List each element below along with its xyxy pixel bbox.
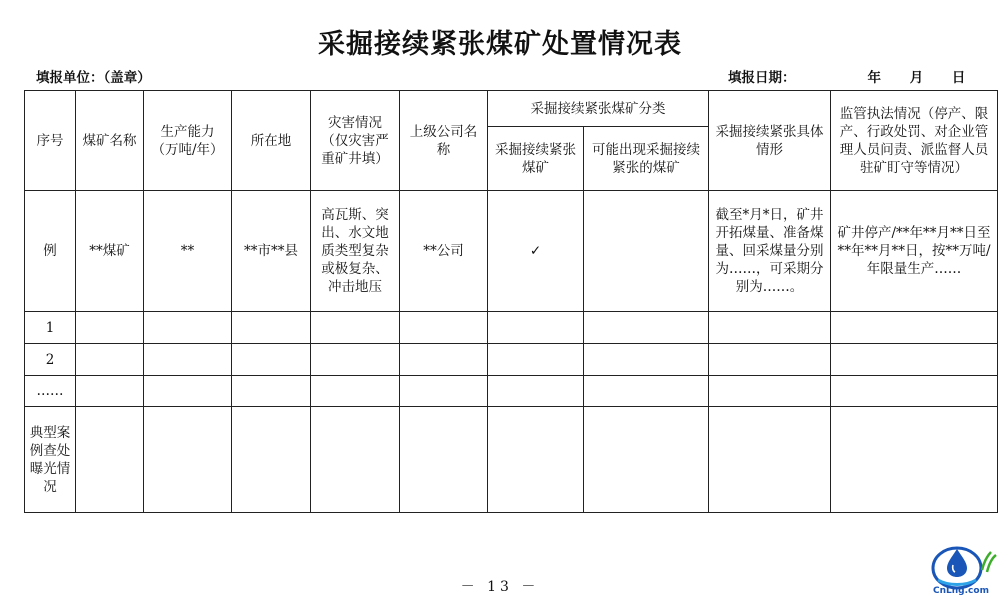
table-cell — [311, 312, 400, 344]
header-seq: 序号 — [25, 91, 76, 191]
row-seq: 1 — [25, 312, 76, 344]
table-cell — [311, 376, 400, 407]
logo-text: CnLng.com — [933, 586, 989, 596]
example-location: **市**县 — [232, 191, 311, 312]
table-cell — [709, 376, 831, 407]
header-tight-details: 采掘接续紧张具体情形 — [709, 91, 831, 191]
table-row — [25, 376, 998, 407]
table-cell — [232, 407, 311, 513]
table-row — [25, 344, 998, 376]
table-cell — [311, 407, 400, 513]
table-cell — [144, 376, 232, 407]
table-cell — [144, 344, 232, 376]
example-class-tight-check: ✓ — [488, 191, 584, 312]
table-cell — [709, 407, 831, 513]
page-number: － 13 － — [460, 579, 540, 595]
example-capacity: ** — [144, 191, 232, 312]
table-cell — [709, 344, 831, 376]
row-seq: 2 — [25, 344, 76, 376]
table-cell — [584, 344, 709, 376]
table-cell — [709, 312, 831, 344]
header-location: 所在地 — [232, 91, 311, 191]
header-capacity: 生产能力（万吨/年） — [144, 91, 232, 191]
table-cell — [144, 312, 232, 344]
table-cell — [584, 376, 709, 407]
table-cell — [400, 407, 488, 513]
example-class-possible — [584, 191, 709, 312]
header-mine-name: 煤矿名称 — [76, 91, 144, 191]
table-cell — [144, 407, 232, 513]
document-title: 采掘接续紧张煤矿处置情况表 — [318, 29, 682, 60]
case-row — [25, 407, 998, 513]
table-cell — [831, 344, 998, 376]
table-cell — [488, 407, 584, 513]
table-cell — [76, 344, 144, 376]
example-tight-details: 截至*月*日，矿井开拓煤量、准备煤量、回采煤量分别为……，可采期分别为……。 — [709, 191, 831, 312]
example-mine-name: **煤矿 — [76, 191, 144, 312]
disposal-table — [24, 90, 998, 513]
example-seq: 例 — [25, 191, 76, 312]
table-cell — [232, 344, 311, 376]
table-cell — [831, 312, 998, 344]
fill-date-label: 填报日期： — [728, 70, 796, 86]
table-cell — [488, 376, 584, 407]
example-enforcement: 矿井停产/**年**月**日至**年**月**日，按**万吨/年限量生产…… — [831, 191, 998, 312]
fill-unit-label: 填报单位：（盖章） — [36, 70, 151, 86]
header-parent-company: 上级公司名称 — [400, 91, 488, 191]
table-cell — [400, 312, 488, 344]
table-row — [25, 312, 998, 344]
table-cell — [831, 376, 998, 407]
table-cell — [311, 344, 400, 376]
header-class-possible: 可能出现采掘接续紧张的煤矿 — [584, 127, 709, 191]
table-cell — [584, 407, 709, 513]
table-cell — [488, 344, 584, 376]
fill-date — [728, 66, 965, 86]
header-class-tight: 采掘接续紧张煤矿 — [488, 127, 584, 191]
example-parent-company: **公司 — [400, 191, 488, 312]
table-cell — [584, 312, 709, 344]
water-drop-logo-icon — [924, 540, 998, 596]
table-cell — [488, 312, 584, 344]
table-cell — [400, 344, 488, 376]
example-row — [25, 191, 998, 312]
example-disaster: 高瓦斯、突出、水文地质类型复杂或极复杂、冲击地压 — [311, 191, 400, 312]
table-cell — [232, 376, 311, 407]
table-cell — [831, 407, 998, 513]
header-disaster: 灾害情况（仅灾害严重矿井填） — [311, 91, 400, 191]
table-cell — [232, 312, 311, 344]
header-enforcement: 监管执法情况（停产、限产、行政处罚、对企业管理人员问责、派监督人员驻矿盯守等情况） — [831, 91, 998, 191]
case-row-label: 典型案例查处曝光情况 — [25, 407, 76, 513]
fill-date-value: 年 月 日 — [867, 70, 966, 86]
table-cell — [76, 312, 144, 344]
table-cell — [400, 376, 488, 407]
table-cell — [76, 407, 144, 513]
header-classification: 采掘接续紧张煤矿分类 — [488, 91, 709, 127]
table-cell — [76, 376, 144, 407]
row-seq: …… — [25, 376, 76, 407]
